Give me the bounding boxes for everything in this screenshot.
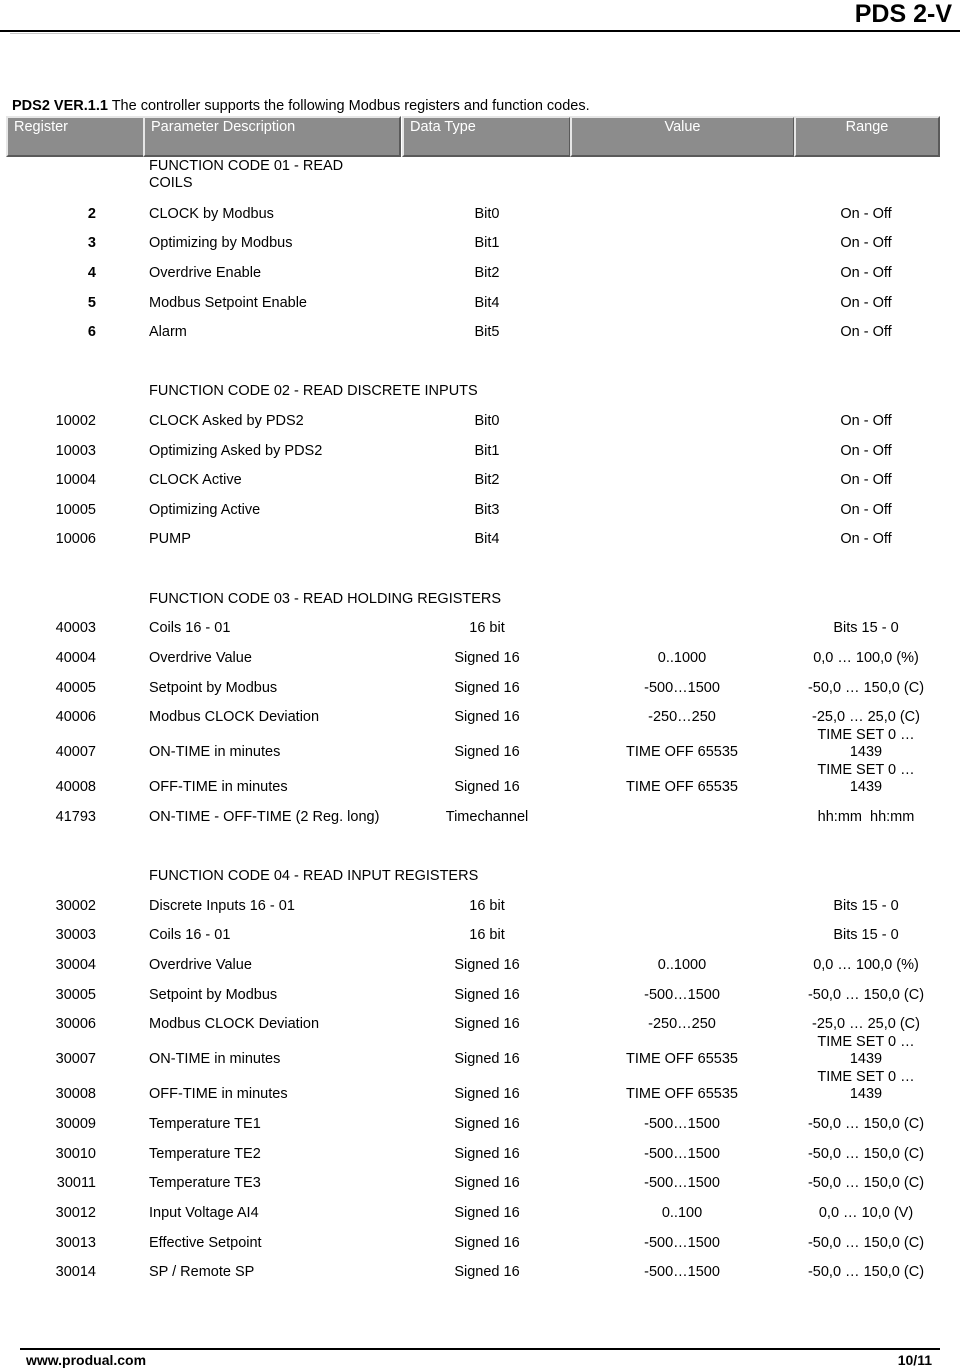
cell-value: -500…1500 xyxy=(644,1116,720,1132)
table-row xyxy=(0,987,960,1005)
cell-data-type: Bit1 xyxy=(474,443,500,459)
cell-range: On - Off xyxy=(840,324,892,340)
cell-description: ON-TIME in minutes xyxy=(149,744,281,760)
range-line: TIME SET 0 … xyxy=(817,1034,915,1050)
cell-register: 30010 xyxy=(55,1146,96,1162)
cell-description: Overdrive Value xyxy=(149,650,252,666)
cell-data-type: Signed 16 xyxy=(454,1264,520,1280)
cell-range xyxy=(817,1034,914,1068)
cell-range: -50,0 … 150,0 (C) xyxy=(807,1235,925,1251)
cell-register: 2 xyxy=(87,206,96,222)
cell-data-type: Signed 16 xyxy=(454,1051,520,1067)
cell-register: 41793 xyxy=(55,809,96,825)
cell-register: 40007 xyxy=(55,744,96,760)
table-row xyxy=(0,265,960,283)
table-row xyxy=(0,1264,960,1282)
cell-range: Bits 15 - 0 xyxy=(833,898,899,914)
cell-value: 0..1000 xyxy=(657,957,707,973)
table-row xyxy=(0,413,960,431)
table-row xyxy=(0,957,960,975)
cell-register: 5 xyxy=(87,295,96,311)
cell-range: On - Off xyxy=(840,413,892,429)
column-header-data-type: Data Type xyxy=(402,116,571,157)
cell-register: 10005 xyxy=(55,502,96,518)
range-line: 1439 xyxy=(849,779,883,795)
range-line: 1439 xyxy=(849,1051,883,1067)
range-line: 1439 xyxy=(849,744,883,760)
table-row xyxy=(0,531,960,549)
cell-data-type: Bit4 xyxy=(474,531,500,547)
cell-range: -50,0 … 150,0 (C) xyxy=(807,1146,925,1162)
cell-value: -500…1500 xyxy=(644,1146,720,1162)
cell-value: TIME OFF 65535 xyxy=(625,1051,739,1067)
table-row xyxy=(0,1175,960,1193)
table-row xyxy=(0,680,960,698)
cell-range: -50,0 … 150,0 (C) xyxy=(807,1116,925,1132)
cell-value: TIME OFF 65535 xyxy=(625,779,739,795)
cell-range: On - Off xyxy=(840,472,892,488)
cell-description: Discrete Inputs 16 - 01 xyxy=(149,898,295,914)
cell-register: 30014 xyxy=(55,1264,96,1280)
cell-register: 30011 xyxy=(56,1175,96,1191)
cell-description: Temperature TE1 xyxy=(149,1116,261,1132)
cell-description: Overdrive Enable xyxy=(149,265,262,281)
column-header-description: Parameter Description xyxy=(143,116,401,157)
cell-data-type: Signed 16 xyxy=(454,1205,520,1221)
cell-range: 0,0 … 100,0 (%) xyxy=(813,957,919,973)
cell-range: -25,0 … 25,0 (C) xyxy=(812,1016,920,1032)
cell-description: OFF-TIME in minutes xyxy=(149,1086,288,1102)
cell-register: 40006 xyxy=(55,709,96,725)
table-row xyxy=(0,1235,960,1253)
cell-description: Coils 16 - 01 xyxy=(149,927,231,943)
cell-register: 30002 xyxy=(55,898,96,914)
cell-range: Bits 15 - 0 xyxy=(833,927,899,943)
cell-description: Modbus CLOCK Deviation xyxy=(149,709,320,725)
page-number: 10/11 xyxy=(897,1352,932,1368)
cell-data-type: Bit0 xyxy=(474,413,500,429)
cell-description: ON-TIME - OFF-TIME (2 Reg. long) xyxy=(149,809,380,825)
cell-register: 4 xyxy=(87,265,96,281)
cell-description: Coils 16 - 01 xyxy=(149,620,231,636)
cell-range: -50,0 … 150,0 (C) xyxy=(807,987,925,1003)
table-row xyxy=(0,235,960,253)
table-row xyxy=(0,443,960,461)
column-header-value: Value xyxy=(570,116,795,157)
cell-description: Temperature TE3 xyxy=(149,1175,261,1191)
cell-description: Optimizing Asked by PDS2 xyxy=(149,443,323,459)
intro-description: The controller supports the following Modbus registers and function codes. xyxy=(107,98,590,114)
version-label: PDS2 VER.1.1 xyxy=(12,98,108,114)
cell-register: 30012 xyxy=(55,1205,96,1221)
cell-data-type: Bit2 xyxy=(474,265,500,281)
cell-range: -25,0 … 25,0 (C) xyxy=(812,709,920,725)
table-header xyxy=(6,116,940,157)
table-row xyxy=(0,779,960,797)
cell-description: ON-TIME in minutes xyxy=(149,1051,281,1067)
column-header-range: Range xyxy=(794,116,940,157)
cell-range xyxy=(817,1069,914,1103)
cell-description: CLOCK Asked by PDS2 xyxy=(149,413,304,429)
section-title-line: FUNCTION CODE 01 - READ xyxy=(149,158,344,174)
cell-value: -250…250 xyxy=(648,709,716,725)
cell-value: TIME OFF 65535 xyxy=(625,1086,739,1102)
cell-data-type: Bit0 xyxy=(474,206,500,222)
table-row xyxy=(0,709,960,727)
cell-data-type: Signed 16 xyxy=(454,987,520,1003)
cell-register: 30013 xyxy=(55,1235,96,1251)
cell-description: Alarm xyxy=(149,324,187,340)
cell-description: Overdrive Value xyxy=(149,957,252,973)
cell-description: Setpoint by Modbus xyxy=(149,680,278,696)
section-title-fc01 xyxy=(149,158,343,192)
cell-data-type: Timechannel xyxy=(445,809,529,825)
cell-data-type: Signed 16 xyxy=(454,709,520,725)
section-title-fc04: FUNCTION CODE 04 - READ INPUT REGISTERS xyxy=(149,868,479,884)
cell-description: PUMP xyxy=(149,531,191,547)
table-row xyxy=(0,472,960,490)
cell-register: 3 xyxy=(87,235,96,251)
range-line: TIME SET 0 … xyxy=(817,727,915,743)
cell-value: TIME OFF 65535 xyxy=(625,744,739,760)
cell-range: hh:mm hh:mm xyxy=(817,809,915,825)
cell-register: 10002 xyxy=(55,413,96,429)
cell-value: 0..1000 xyxy=(657,650,707,666)
cell-data-type: Signed 16 xyxy=(454,1086,520,1102)
cell-value: -500…1500 xyxy=(644,680,720,696)
cell-data-type: Signed 16 xyxy=(454,1016,520,1032)
table-row xyxy=(0,1051,960,1069)
cell-data-type: Bit3 xyxy=(474,502,500,518)
cell-value: -500…1500 xyxy=(644,987,720,1003)
cell-register: 30009 xyxy=(55,1116,96,1132)
cell-register: 30006 xyxy=(55,1016,96,1032)
cell-range: 0,0 … 100,0 (%) xyxy=(813,650,919,666)
cell-data-type: 16 bit xyxy=(469,927,505,943)
header-divider xyxy=(0,30,960,32)
cell-range: On - Off xyxy=(840,531,892,547)
cell-description: CLOCK by Modbus xyxy=(149,206,274,222)
cell-description: OFF-TIME in minutes xyxy=(149,779,288,795)
cell-description: SP / Remote SP xyxy=(149,1264,255,1280)
table-row xyxy=(0,324,960,342)
table-row xyxy=(0,295,960,313)
table-row xyxy=(0,1016,960,1034)
cell-range xyxy=(817,762,914,796)
cell-value: -250…250 xyxy=(648,1016,716,1032)
cell-data-type: Bit5 xyxy=(474,324,500,340)
cell-data-type: 16 bit xyxy=(469,620,505,636)
cell-data-type: Signed 16 xyxy=(454,779,520,795)
cell-description: Optimizing Active xyxy=(149,502,261,518)
cell-data-type: Bit4 xyxy=(474,295,500,311)
cell-register: 40005 xyxy=(55,680,96,696)
cell-range: On - Off xyxy=(840,206,892,222)
cell-range: On - Off xyxy=(840,502,892,518)
cell-data-type: Signed 16 xyxy=(454,957,520,973)
cell-register: 10006 xyxy=(55,531,96,547)
cell-data-type: Signed 16 xyxy=(454,1175,520,1191)
table-row xyxy=(0,650,960,668)
cell-register: 30007 xyxy=(55,1051,96,1067)
table-row xyxy=(0,1086,960,1104)
cell-range: 0,0 … 10,0 (V) xyxy=(818,1205,914,1221)
footer-divider xyxy=(20,1348,940,1350)
cell-data-type: Bit2 xyxy=(474,472,500,488)
cell-register: 10003 xyxy=(55,443,96,459)
cell-range: -50,0 … 150,0 (C) xyxy=(807,1264,925,1280)
cell-register: 30003 xyxy=(55,927,96,943)
cell-description: Setpoint by Modbus xyxy=(149,987,278,1003)
range-line: TIME SET 0 … xyxy=(817,762,915,778)
cell-value: 0..100 xyxy=(661,1205,703,1221)
table-row xyxy=(0,206,960,224)
table-row xyxy=(0,744,960,762)
table-row xyxy=(0,898,960,916)
cell-range: -50,0 … 150,0 (C) xyxy=(807,1175,925,1191)
cell-description: Input Voltage AI4 xyxy=(149,1205,259,1221)
section-title-fc03: FUNCTION CODE 03 - READ HOLDING REGISTERS xyxy=(149,591,502,607)
cell-data-type: Signed 16 xyxy=(454,1146,520,1162)
cell-register: 40008 xyxy=(55,779,96,795)
cell-description: CLOCK Active xyxy=(149,472,242,488)
column-header-register: Register xyxy=(6,116,145,157)
table-row xyxy=(0,1205,960,1223)
document-title: PDS 2-V xyxy=(854,0,952,28)
cell-register: 10004 xyxy=(55,472,96,488)
cell-data-type: 16 bit xyxy=(469,898,505,914)
cell-range xyxy=(817,727,914,761)
cell-range: Bits 15 - 0 xyxy=(833,620,899,636)
table-row xyxy=(0,809,960,827)
cell-register: 30004 xyxy=(55,957,96,973)
range-line: 1439 xyxy=(849,1086,883,1102)
cell-data-type: Bit1 xyxy=(474,235,500,251)
cell-range: On - Off xyxy=(840,295,892,311)
cell-description: Optimizing by Modbus xyxy=(149,235,293,251)
footer-website: www.produal.com xyxy=(26,1352,147,1368)
table-row xyxy=(0,620,960,638)
cell-description: Temperature TE2 xyxy=(149,1146,261,1162)
range-line: TIME SET 0 … xyxy=(817,1069,915,1085)
cell-data-type: Signed 16 xyxy=(454,1235,520,1251)
cell-range: On - Off xyxy=(840,235,892,251)
cell-range: -50,0 … 150,0 (C) xyxy=(807,680,925,696)
cell-register: 30005 xyxy=(55,987,96,1003)
table-row xyxy=(0,502,960,520)
cell-register: 40003 xyxy=(55,620,96,636)
cell-range: On - Off xyxy=(840,265,892,281)
cell-description: Modbus Setpoint Enable xyxy=(149,295,307,311)
section-title-fc02: FUNCTION CODE 02 - READ DISCRETE INPUTS xyxy=(149,383,478,399)
section-title-line: COILS xyxy=(149,175,193,191)
cell-data-type: Signed 16 xyxy=(454,650,520,666)
cell-register: 40004 xyxy=(55,650,96,666)
cell-data-type: Signed 16 xyxy=(454,1116,520,1132)
cell-description: Effective Setpoint xyxy=(149,1235,262,1251)
cell-value: -500…1500 xyxy=(644,1235,720,1251)
cell-value: -500…1500 xyxy=(644,1264,720,1280)
table-row xyxy=(0,927,960,945)
header-divider-shadow xyxy=(10,33,380,34)
cell-data-type: Signed 16 xyxy=(454,680,520,696)
cell-data-type: Signed 16 xyxy=(454,744,520,760)
cell-description: Modbus CLOCK Deviation xyxy=(149,1016,320,1032)
cell-value: -500…1500 xyxy=(644,1175,720,1191)
cell-register: 30008 xyxy=(55,1086,96,1102)
table-row xyxy=(0,1116,960,1134)
table-row xyxy=(0,1146,960,1164)
intro-text xyxy=(12,98,590,114)
cell-range: On - Off xyxy=(840,443,892,459)
cell-register: 6 xyxy=(87,324,96,340)
